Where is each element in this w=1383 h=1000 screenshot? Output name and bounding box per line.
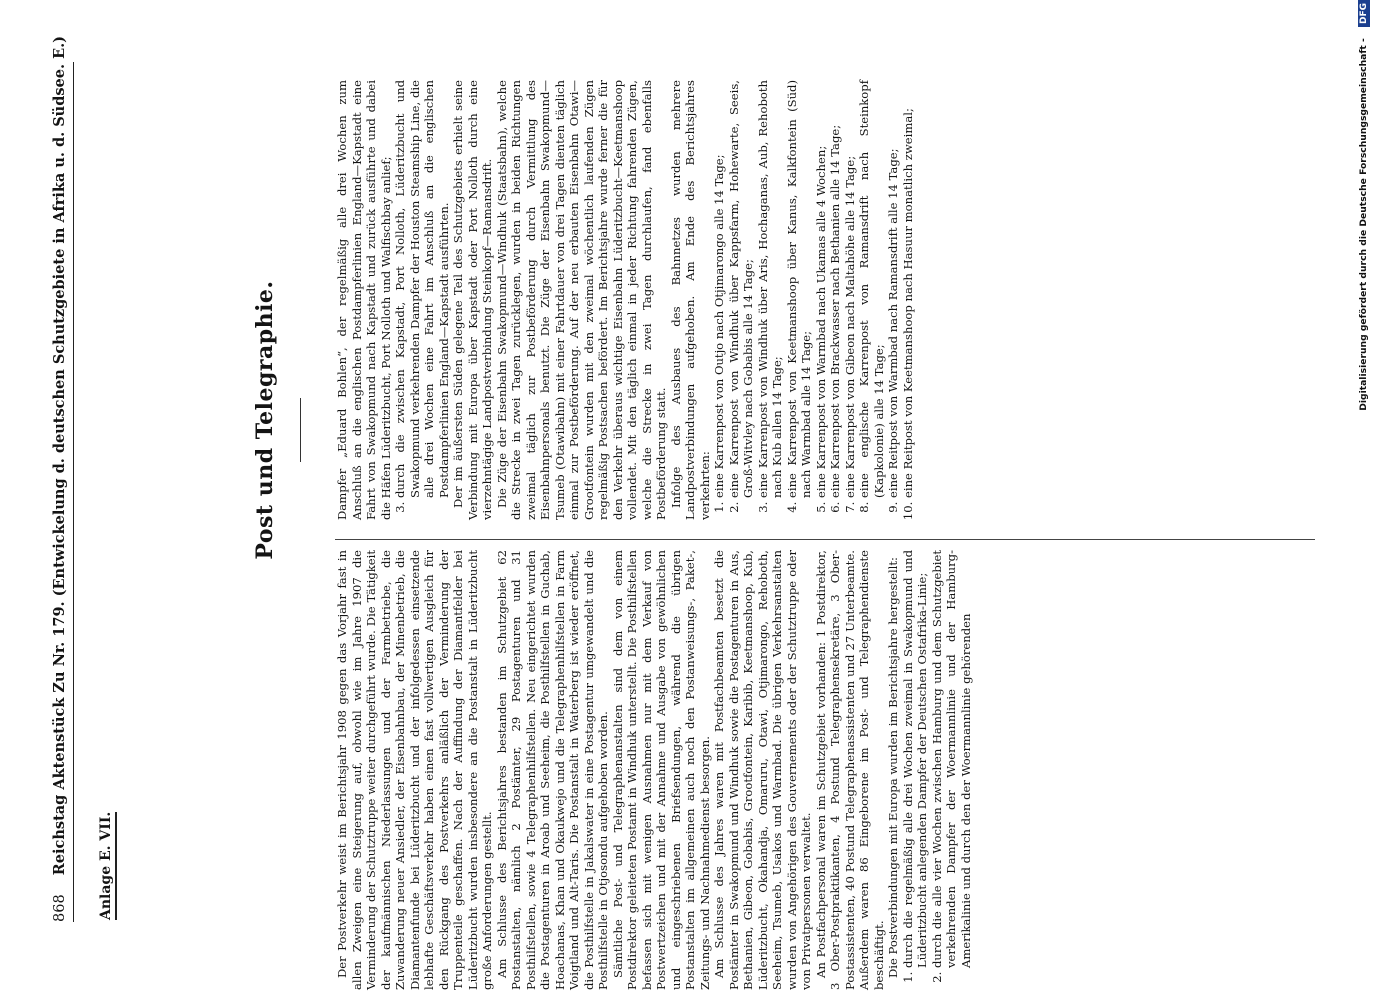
list-item: 6. eine Karrenpost von Brackwasser nach Bethanien alle 14 Tage; [828,80,843,498]
list-item: 10. eine Reitpost von Keetmanshoop nach Hasuur monatlich zweimal; [901,80,916,498]
right-column [335,80,915,520]
page-number: 868 [52,894,68,922]
paragraph: An Postfachpersonal waren im Schutzgebiet vorhanden: 1 Postdirektor, 3 Ober-Postpraktikanten, 4 Postund Telegraphensekretäre, 3 Ober-Postassistenten, 40 Postund Telegraphenassistenten und 27 Unterbeamte. Außerdem waren 86 Eingeborene im Post- und Telegraphendienste beschäftigt. [813,550,886,990]
list-item: 7. eine Karrenpost von Gibeon nach Maltahöhe alle 14 Tage; [843,80,858,498]
section-title: Post und Telegraphie. [252,280,278,560]
postal-connection-list [901,550,974,990]
paragraph: Infolge des Ausbaues des Bahnnetzes wurden mehrere Landpostverbindungen aufgehoben. Am Ende des Berichtsjahres verkehrten: [668,80,712,520]
digitization-notice [1358,0,1370,620]
list-item: 1. durch die regelmäßig alle drei Wochen zweimal in Swakopmund und Lüderitzbucht anlegenden Dampfer der Deutschen Ostafrika-Linie; [901,550,930,968]
list-item: 8. eine englische Karrenpost von Ramansdrift nach Steinkopf (Kapkolonie) alle 14 Tage; [857,80,886,498]
paragraph: Am Schlusse des Berichtsjahres bestanden im Schutzgebiet 62 Postanstalten, nämlich 2 Postämter, 29 Postagenturen und 31 Posthilfstellen, sowie 4 Telegraphenhilfstellen. Neu eingerichtet wurden die Postagenturen in Aroab und Seeheim, die Posthilfstellen in Guchab, Hoachanas, Khan und Okaukwejo und die Telegraphenhilfstellen in Farm Voigtland und Alt-Taris. Die Postanstalt in Waterberg ist wieder eröffnet, die Posthilfstelle in Jakalswater in eine Postagentur umgewandelt und die Posthilfstelle in Otjosondu aufgehoben worden. [494,550,610,990]
digitization-text: Digitalisierung gefördert durch die Deutsche Forschungsgemeinschaft - [1358,38,1369,411]
list-item: 1. eine Karrenpost von Outjo nach Otjimarongo alle 14 Tage; [712,80,727,498]
header-title: Reichstag Aktenstück Zu Nr. 179. (Entwickelung d. deutschen Schutzgebiete in Afrika u. d. Südsee. E.) [51,35,68,876]
running-header [50,35,74,922]
land-post-list [712,80,915,520]
list-item: 3. durch die zwischen Kapstadt, Port Nolloth, Lüderitzbucht und Swakopmund verkehrenden Dampfer der Houston Steamship Line, die alle drei Wochen eine Fahrt im Anschluß an die englischen Postdampferlinien England—Kapstadt ausführten. [393,80,451,498]
list-continuation: Dampfer „Eduard Bohlen“, der regelmäßig alle drei Wochen zum Anschluß an die englischen Postdampferlinien England—Kapstadt eine Fahrt von Swakopmund nach Kapstadt und zurück ausführte und dabei die Häfen Lüderitzbucht, Port Nolloth und Walfischbay anlief; [335,80,393,520]
list-item: 2. eine Karrenpost von Windhuk über Kappsfarm, Hohewarte, Seeis, Groß-Witvley nach Gobabis alle 14 Tage; [727,80,756,498]
list-item: 4. eine Karrenpost von Keetmanshoop über Kanus, Kalkfontein (Süd) nach Warmbad alle 14 Tage; [785,80,814,498]
paragraph: Am Schlusse des Jahres waren mit Postfachbeamten besetzt die Postämter in Swakopmund und Windhuk sowie die Postagenturen in Aus, Bethanien, Gibeon, Gobabis, Grootfontein, Karibib, Keetmanshoop, Kub, Lüderitzbucht, Okahandja, Omaruru, Otawi, Otjimarongo, Rehoboth, Seeheim, Tsumeb, Usakos und Warmbad. Die übrigen Verkehrsanstalten wurden von Angehörigen des Gouvernements oder der Schutztruppe oder von Privatpersonen verwaltet. [712,550,813,990]
postal-connection-list-cont [393,80,451,520]
annex-label: Anlage E. VII. [98,812,117,920]
left-column [335,550,973,990]
title-rule [300,398,301,462]
column-divider [335,539,1315,540]
list-item: 5. eine Karrenpost von Warmbad nach Ukamas alle 4 Wochen; [814,80,829,498]
dfg-logo: DFG [1358,0,1370,27]
paragraph: Die Züge der Eisenbahn Swakopmund—Windhuk (Staatsbahn), welche die Strecke in zwei Tagen zurücklegen, wurden in beiden Richtungen zweimal täglich zur Postbeförderung durch Vermittlung des Eisenbahnpersonals benutzt. Die Züge der Eisenbahn Swakopmund—Tsumeb (Otawibahn) mit einer Fahrtdauer von drei Tagen dienten täglich einmal zur Postbeförderung. Auf der neu erbauten Eisenbahn Otawi—Grootfontein wurden mit den zweimal wöchentlich laufenden Zügen regelmäßig Postsachen befördert. Im Berichtsjahre wurde ferner die für den Verkehr überaus wichtige Eisenbahn Lüderitzbucht—Keetmanshoop vollendet. Mit den täglich einmal in jeder Richtung fahrenden Zügen, welche die Strecke in zwei Tagen durchlaufen, fand ebenfalls Postbeförderung statt. [494,80,668,520]
list-item: 2. durch die alle vier Wochen zwischen Hamburg und dem Schutzgebiet verkehrenden Dampfer der Woermannlinie und der Hamburg-Amerikalinie und durch den der Woermannlinie gehörenden [930,550,974,968]
paragraph: Sämtliche Post- und Telegraphenanstalten sind dem von einem Postdirektor geleiteten Postamt in Windhuk unterstellt. Die Posthilfstellen befassen sich mit wenigen Ausnahmen nur mit dem Verkauf von Postwertzeichen und mit der Annahme und Ausgabe von gewöhnlichen und eingeschriebenen Briefsendungen, während die übrigen Postanstalten im allgemeinen auch noch den Postanweisungs-, Paket-, Zeitungs- und Nachnahmedienst besorgen. [610,550,712,990]
list-item: 3. eine Karrenpost von Windhuk über Aris, Hochaganas, Aub, Rehoboth nach Kub allen 14 Tage; [756,80,785,498]
paragraph: Der im äußersten Süden gelegene Teil des Schutzgebiets erhielt seine Verbindung mit Europa über Kapstadt oder Port Nolloth durch eine vierzehntägige Landpostverbindung Steinkopf—Ramansdrift. [451,80,494,520]
paragraph: Die Postverbindungen mit Europa wurden im Berichtsjahre hergestellt: [886,557,900,978]
list-item: 9. eine Reitpost von Warmbad nach Ramansdrift alle 14 Tage; [886,80,901,498]
paragraph: Der Postverkehr weist im Berichtsjahr 1908 gegen das Vorjahr fast in allen Zweigen eine Steigerung auf, obwohl wie im Jahre 1907 die Verminderung der Schutztruppe weiter durchgeführt wurde. Die Tätigkeit der kaufmännischen Niederlassungen und der Farmbetriebe, die Zuwanderung neuer Ansiedler, der Eisenbahnbau, der Minenbetrieb, die Diamantenfunde bei Lüderitzbucht und der infolgedessen einsetzende lebhafte Geschäftsverkehr haben einen fast vollwertigen Ausgleich für den Rückgang des Postverkehrs anläßlich der Verminderung der Truppenteile geschaffen. Nach der Auffindung der Diamantfelder bei Lüderitzbucht wurden insbesondere an die Postanstalt in Lüderitzbucht große Anforderungen gestellt. [335,550,494,990]
